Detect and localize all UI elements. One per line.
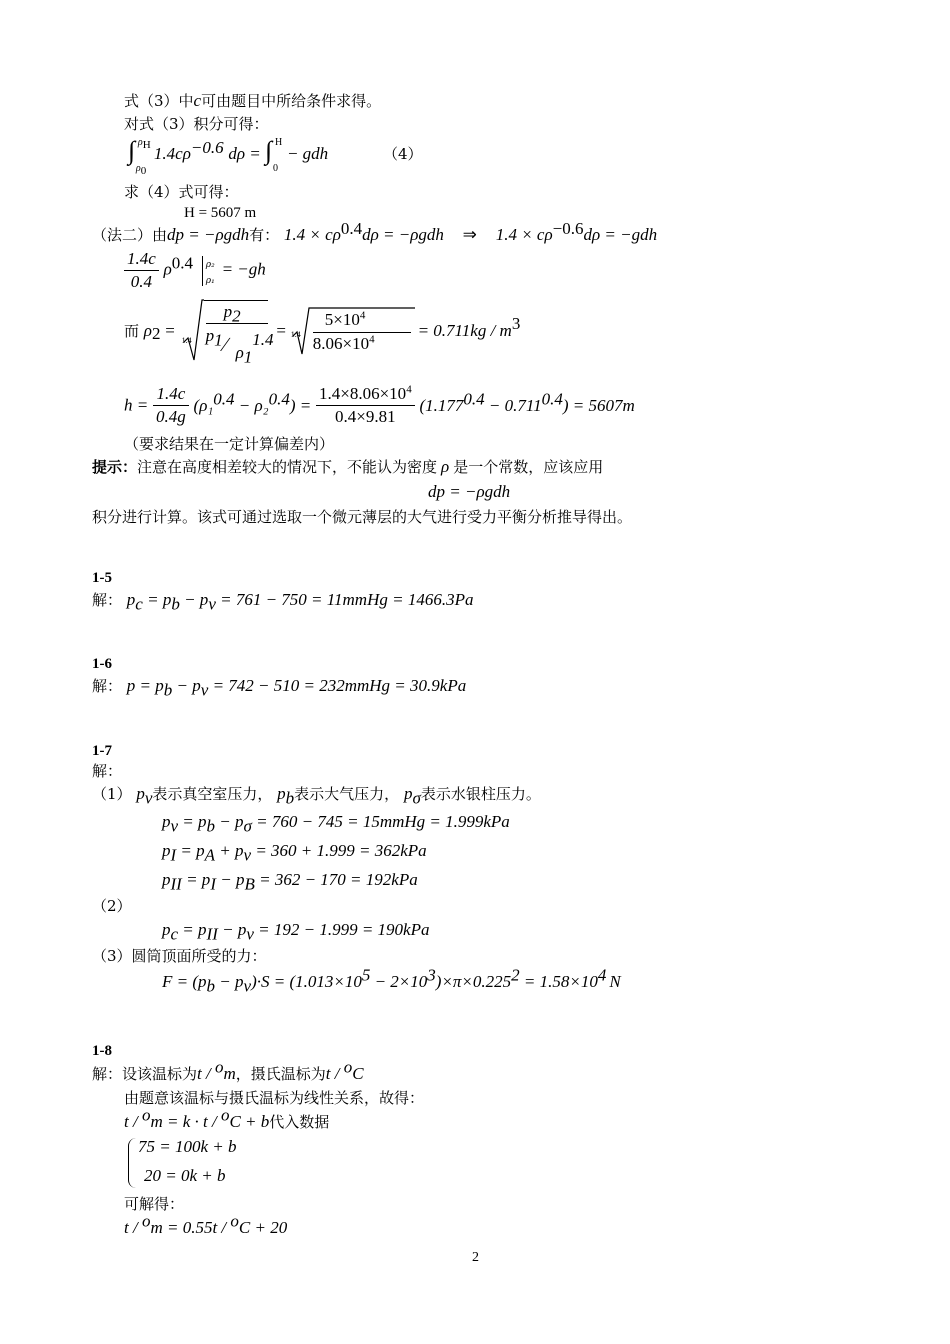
text: 而 (124, 322, 140, 340)
fraction: $\frac{1.4c}{0.4}$ (124, 248, 159, 293)
text: 注意在高度相差较大的情况下，不能认为密度 (137, 458, 438, 476)
h-lhs: h = (124, 395, 149, 415)
eq: dp = −ρgdh (167, 225, 250, 244)
radical-sign (180, 298, 204, 364)
rho: ρ (163, 259, 172, 279)
text: 表示大气压力， (294, 785, 400, 803)
text: 代入数据 (269, 1113, 330, 1131)
intro-line-3: 求（4）式可得： (124, 183, 239, 201)
exp: −0.6 (552, 219, 584, 238)
equation-force: $F = (p_b - p_v)\cdot S = (1.013\times 10^5 - 2\times 10^3)\times\pi\times 0.225^2 = 1.58\times 10^4$ N (162, 965, 621, 996)
method2-note: （要求结果在一定计算偏差内） (124, 435, 335, 453)
text: 可由题目中所给条件求得。 (201, 92, 382, 110)
problem-1-7-part2: （2） (92, 897, 132, 915)
hint-line (92, 456, 603, 478)
var-c: c (193, 91, 202, 110)
integral-sign: ∫ (128, 136, 136, 165)
problem-1-7-title: 1-7 (92, 743, 112, 759)
text: 有： (249, 226, 280, 244)
integral-sign-2: ∫ (265, 136, 273, 165)
eq-sign: = (165, 321, 175, 340)
eval-rhs: = −gh (221, 259, 266, 279)
equation-pII: $p_{II} = p_I - p_B = 362 - 170 = 192kPa$ (162, 870, 418, 894)
fraction-numeric: $\frac{1.4\times 8.06\times 10^4}{0.4\times 9.81}$ (316, 383, 415, 428)
root-2: 1.4 $5\times 10^4$ $8.06\times 10^4$ (291, 306, 413, 356)
equation-4: ∫ $\rho_H$ $\rho_0$ $1.4c\rho^{-0.6}$ dρ = ∫ H 0 − gdh （4） (128, 136, 423, 177)
eq4-rhs: − gdh (286, 144, 329, 163)
eq: 1.4 × cρ (495, 225, 553, 244)
exp: 3 (511, 314, 521, 333)
system-eq-2: 20 = 0k + b (144, 1166, 226, 1185)
problem-1-7-part1 (92, 783, 541, 808)
eq4-tag: （4） (382, 145, 423, 163)
problem-1-8-line-1 (92, 1057, 364, 1085)
hint-label: 提示： (92, 458, 138, 476)
h-final: $(1.177^{0.4} - 0.711^{0.4}) = 5607m$ (419, 388, 635, 415)
equation-pv: $p_v = p_b - p_\sigma = 760 - 745$ = 15mmHg = 1.999kPa (162, 812, 510, 836)
text: 表示水银柱压力。 (420, 785, 541, 803)
problem-1-8-line-2: 由题意该温标与摄氏温标为线性关系，故得： (124, 1089, 425, 1107)
intro-line-2: 对式（3）积分可得： (124, 115, 269, 133)
problem-1-7-sol: 解： (92, 762, 123, 780)
rho: ρ (441, 457, 450, 476)
system-eq-1: 75 = 100k + b (138, 1137, 237, 1156)
problem-1-5-solution (92, 589, 474, 614)
text: 解： (92, 677, 123, 695)
eval-bar: ρ₂ ρ₁ (202, 256, 217, 286)
rho2-result: = 0.711kg / m (417, 321, 512, 340)
system-brace (128, 1138, 137, 1188)
problem-1-7-part3: （3）圆筒顶面所受的力： (92, 947, 267, 965)
paren-expr: (ρ₁$^{0.4}$ − ρ₂$^{0.4}$) = (193, 388, 312, 415)
problem-1-8-title: 1-8 (92, 1043, 112, 1059)
exp: 0.4 (340, 219, 363, 238)
sub: 2 (151, 324, 161, 343)
text: 解：设该温标为 (92, 1065, 198, 1083)
equation: t / $^o$m = k · t / $^o$C + b (124, 1105, 270, 1131)
eq: 1.4 × cρ (283, 225, 341, 244)
text: 是一个常数，应该应用 (453, 458, 604, 476)
var: t / $^o$C (325, 1057, 364, 1083)
text: （法二）由 (92, 226, 168, 244)
implies-symbol: ⇒ (462, 225, 477, 244)
intro-result: H = 5607 m (184, 205, 257, 221)
text: （1） (92, 785, 132, 803)
problem-1-8-result: t / $^o$m = 0.55t / $^o$C + 20 (124, 1211, 288, 1237)
eq: dρ = −gdh (583, 225, 658, 244)
method2-line (92, 219, 658, 246)
hint-line-3: 积分进行计算。该式可通过选取一个微元薄层的大气进行受力平衡分析推导得出。 (92, 508, 633, 526)
fraction: $\frac{1.4c}{0.4g}$ (153, 383, 189, 428)
exp: 0.4 (171, 253, 193, 273)
var: $p_\sigma$ (403, 784, 421, 808)
root-1: 1.4 $p_2$ $p_1$ ∕ $\rho_1^{1.4}$ (180, 298, 272, 364)
var: t / $^o$m (197, 1057, 236, 1083)
text: 解： (92, 591, 123, 609)
equation: $p = p_b - p_v = 742 - 510$ = 232mmHg = 30.9kPa (126, 676, 467, 700)
eval-equation (124, 248, 266, 298)
eq4-lhs: 1.4cρ (153, 144, 191, 163)
text: 表示真空室压力， (152, 785, 273, 803)
eq4-exp: −0.6 (190, 138, 224, 157)
intro-line-1 (124, 90, 381, 112)
h-equation (124, 383, 635, 433)
problem-1-8-line-5: 可解得： (124, 1195, 185, 1213)
page-number: 2 (472, 1250, 479, 1265)
equation-pc: $p_c = p_{II} - p_v = 192 - 1.999 = 190kPa$ (162, 920, 430, 944)
text: ，摄氏温标为 (235, 1065, 326, 1083)
rho2: ρ (143, 321, 152, 340)
eq-sign: = (276, 321, 286, 340)
hint-equation: dp = −ρgdh (428, 482, 511, 501)
problem-1-5-title: 1-5 (92, 570, 112, 586)
equation-pI: $p_I = p_A + p_v = 360 + 1.999 = 362kPa$ (162, 841, 427, 865)
problem-1-6-solution (92, 675, 467, 700)
text: 式（3）中 (124, 92, 194, 110)
var: $p_v$ (136, 784, 153, 808)
problem-1-8-linear (124, 1105, 330, 1133)
problem-1-6-title: 1-6 (92, 656, 112, 672)
eq4-mid: dρ = (228, 144, 266, 163)
rho2-equation (124, 298, 520, 368)
var: $p_b$ (277, 784, 295, 808)
equation: $p_c = p_b - p_v = 761 - 750$ = 11mmHg = 1466.3Pa (126, 590, 474, 614)
eq: dρ = −ρgdh (362, 225, 444, 244)
